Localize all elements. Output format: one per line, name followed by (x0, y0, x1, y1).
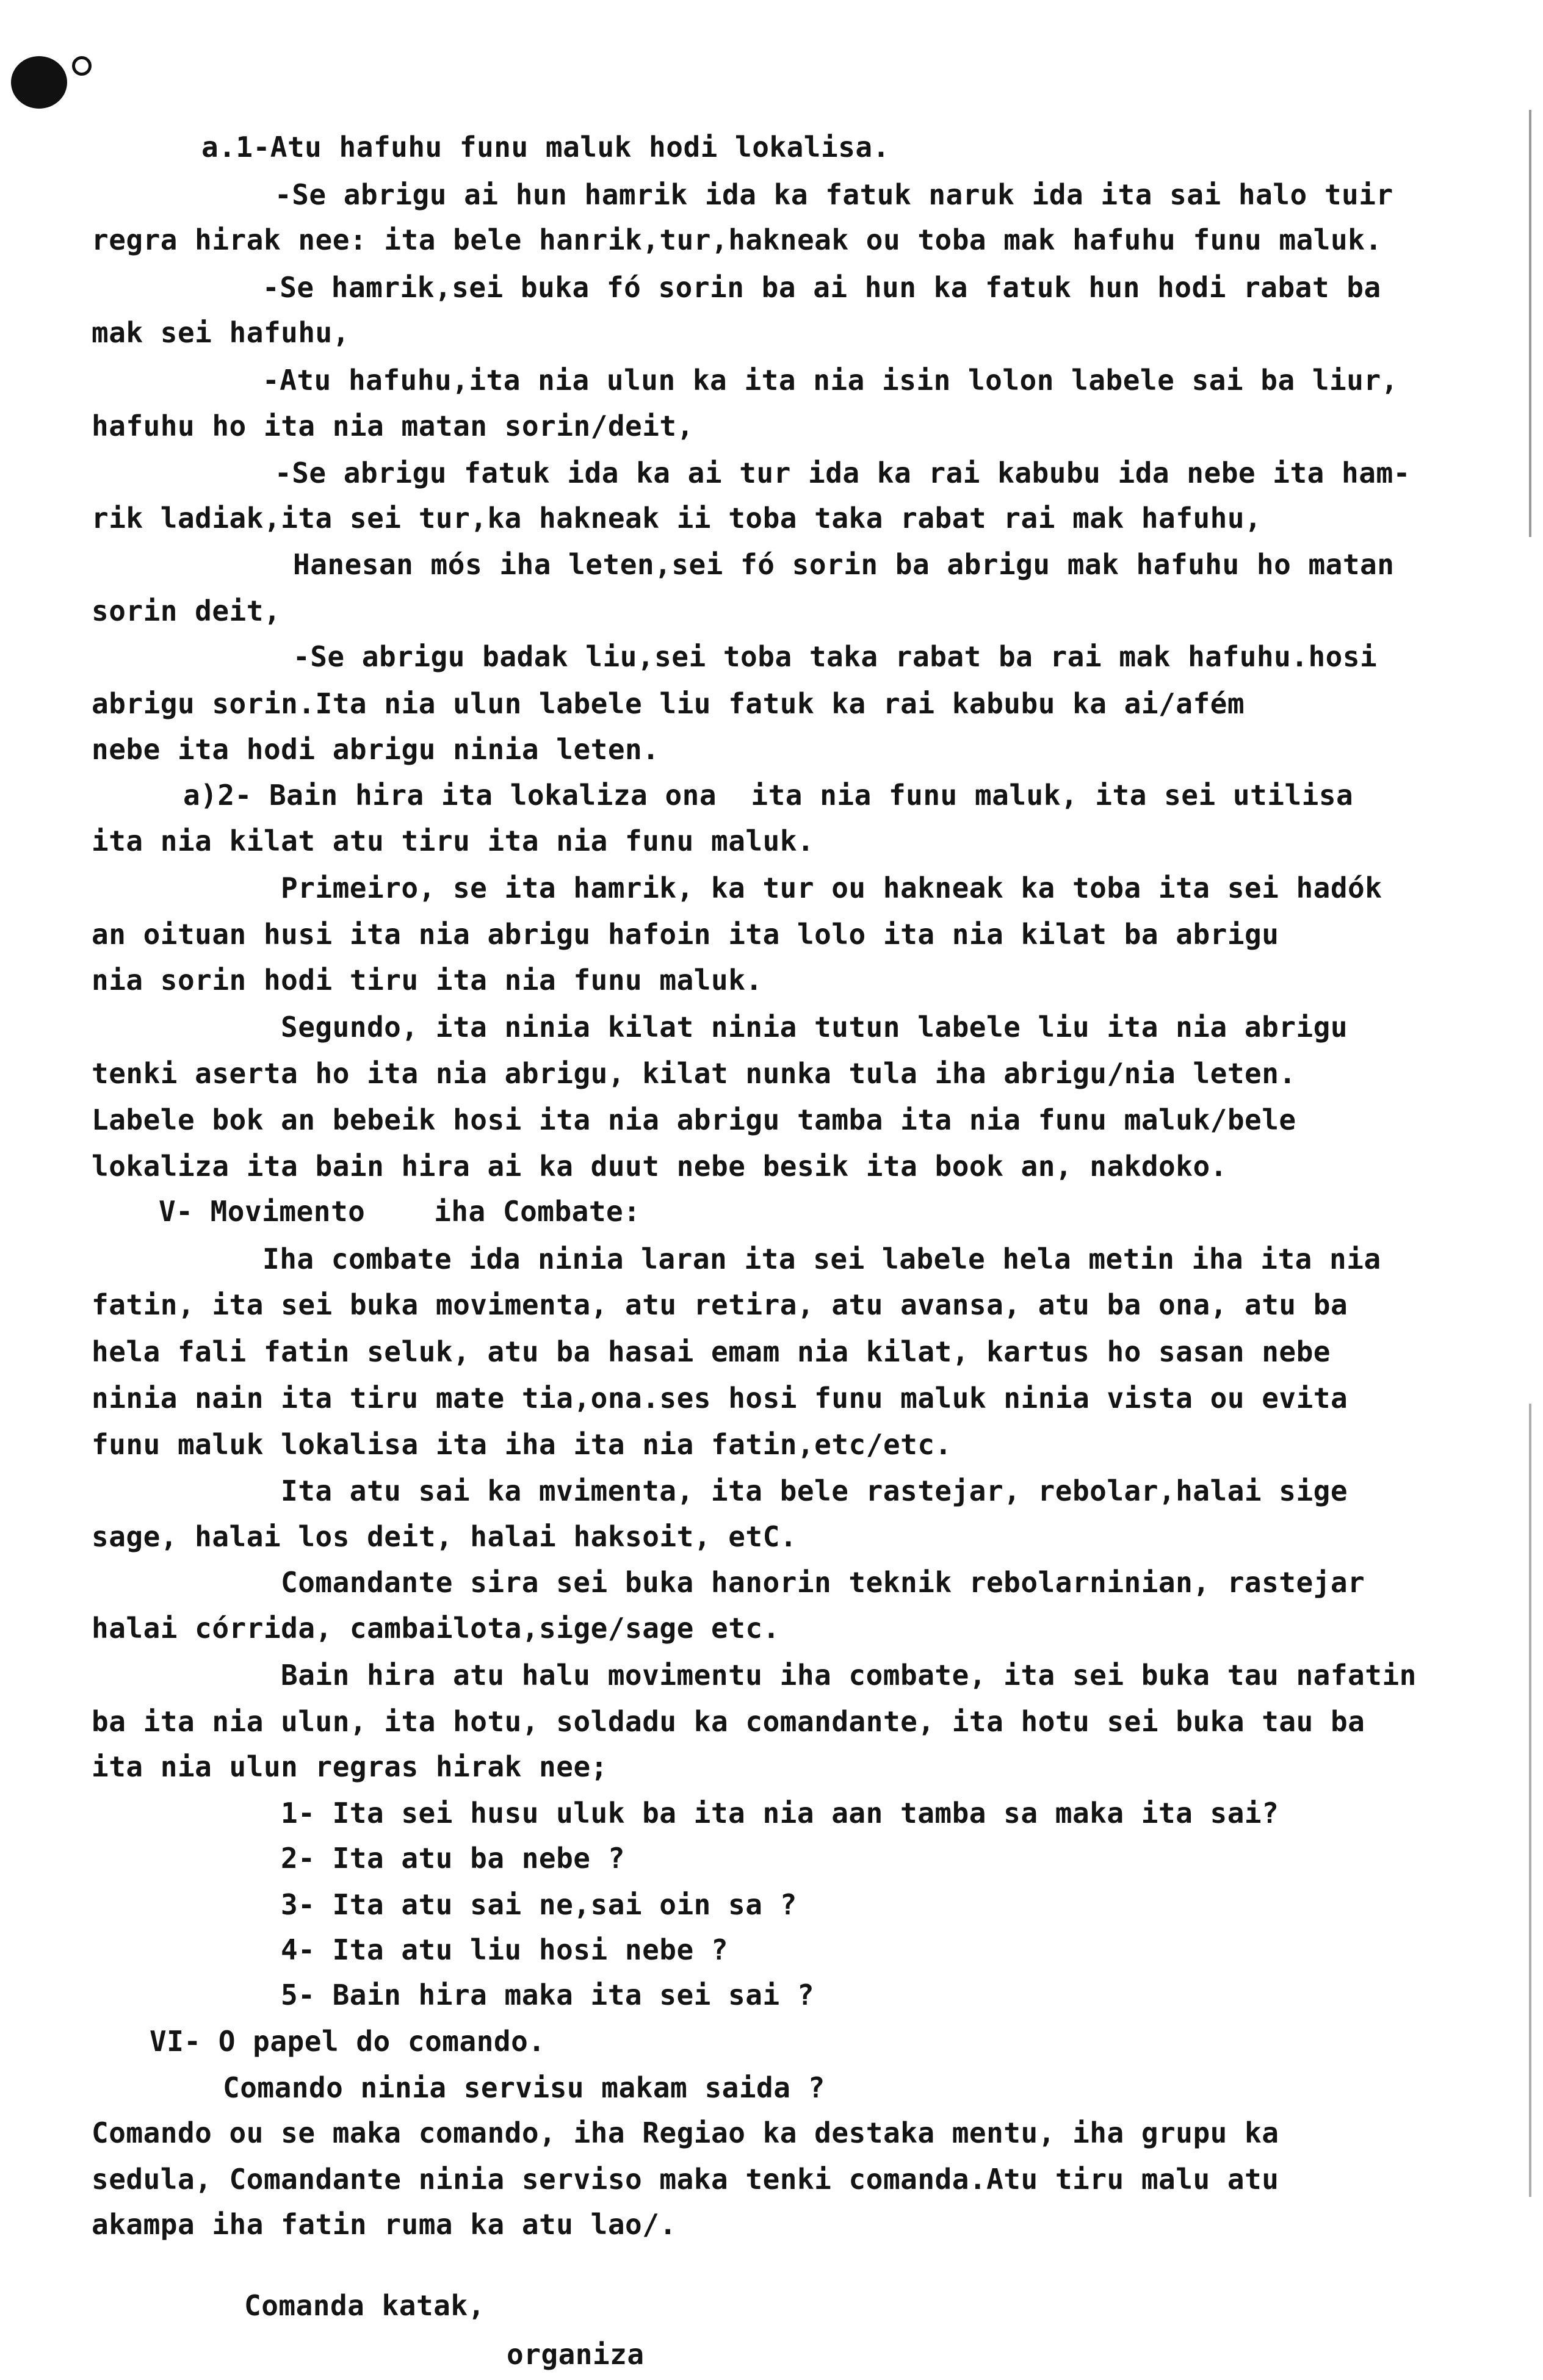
text-line: sage, halai los deit, halai haksoit, etC. (92, 1520, 797, 1553)
page-edge-mark (1529, 110, 1531, 537)
text-line: tenki aserta ho ita nia abrigu, kilat nunka tula iha abrigu/nia leten. (92, 1057, 1296, 1090)
text-line: abrigu sorin.Ita nia ulun labele liu fatuk ka rai kabubu ka ai/afém (92, 687, 1245, 720)
text-line: nebe ita hodi abrigu ninia leten. (92, 733, 660, 766)
text-line: -Atu hafuhu,ita nia ulun ka ita nia isin lolon labele sai ba liur, (262, 364, 1398, 397)
text-line: Primeiro, se ita hamrik, ka tur ou hakneak ka toba ita sei hadók (281, 871, 1382, 904)
text-line: nia sorin hodi tiru ita nia funu maluk. (92, 964, 763, 997)
text-line: fatin, ita sei buka movimenta, atu retira, atu avansa, atu ba ona, atu ba (92, 1288, 1348, 1321)
text-line: Bain hira atu halu movimentu iha combate, ita sei buka tau nafatin (281, 1659, 1417, 1692)
text-line: ita nia kilat atu tiru ita nia funu maluk. (92, 824, 815, 857)
list-item: 3- Ita atu sai ne,sai oin sa ? (281, 1888, 797, 1921)
text-line: mak sei hafuhu, (92, 316, 350, 349)
text-line: a.1-Atu hafuhu funu maluk hodi lokalisa. (201, 131, 890, 164)
text-line: ba ita nia ulun, ita hotu, soldadu ka comandante, ita hotu sei buka tau ba (92, 1705, 1365, 1738)
list-item: 2- Ita atu ba nebe ? (281, 1842, 625, 1875)
text-line: Comando ninia servisu makam saida ? (223, 2071, 825, 2104)
text-line: organiza (507, 2338, 645, 2371)
text-line: -Se hamrik,sei buka fó sorin ba ai hun ka fatuk hun hodi rabat ba (262, 271, 1381, 304)
text-line: ninia nain ita tiru mate tia,ona.ses hosi funu maluk ninia vista ou evita (92, 1382, 1348, 1415)
section-heading: VI- O papel do comando. (150, 2025, 546, 2058)
text-line: sedula, Comandante ninia serviso maka tenki comanda.Atu tiru malu atu (92, 2163, 1279, 2196)
text-line: Iha combate ida ninia laran ita sei labele hela metin iha ita nia (262, 1242, 1381, 1275)
text-line: Comandante sira sei buka hanorin teknik rebolarninian, rastejar (281, 1566, 1365, 1599)
text-line: Comando ou se maka comando, iha Regiao ka destaka mentu, iha grupu ka (92, 2116, 1279, 2149)
section-heading: V- Movimento iha Combate: (159, 1195, 641, 1228)
text-line: -Se abrigu ai hun hamrik ida ka fatuk naruk ida ita sai halo tuir (275, 178, 1393, 211)
text-line: lokaliza ita bain hira ai ka duut nebe besik ita book an, nakdoko. (92, 1150, 1227, 1183)
list-item: 5- Bain hira maka ita sei sai ? (281, 1978, 815, 2011)
list-item: 1- Ita sei husu uluk ba ita nia aan tamba sa maka ita sai? (281, 1797, 1279, 1830)
ink-blot (11, 56, 67, 109)
text-line: -Se abrigu badak liu,sei toba taka rabat ba rai mak hafuhu.hosi (293, 640, 1378, 673)
page-edge-mark (1529, 1404, 1531, 2197)
text-line: akampa iha fatin ruma ka atu lao/. (92, 2208, 677, 2241)
text-line: Hanesan mós iha leten,sei fó sorin ba abrigu mak hafuhu ho matan (293, 548, 1395, 581)
text-line: rik ladiak,ita sei tur,ka hakneak ii toba taka rabat rai mak hafuhu, (92, 502, 1262, 535)
ink-blot-ring (72, 56, 92, 76)
text-line: Comanda katak, (244, 2289, 485, 2322)
text-line: an oituan husi ita nia abrigu hafoin ita lolo ita nia kilat ba abrigu (92, 918, 1279, 951)
text-line: Segundo, ita ninia kilat ninia tutun labele liu ita nia abrigu (281, 1011, 1348, 1044)
text-line: hela fali fatin seluk, atu ba hasai emam nia kilat, kartus ho sasan nebe (92, 1335, 1331, 1368)
text-line: regra hirak nee: ita bele hanrik,tur,hakneak ou toba mak hafuhu funu maluk. (92, 223, 1382, 256)
text-line: hafuhu ho ita nia matan sorin/deit, (92, 409, 694, 442)
text-line: sorin deit, (92, 594, 281, 627)
list-item: 4- Ita atu liu hosi nebe ? (281, 1933, 729, 1966)
text-line: Ita atu sai ka mvimenta, ita bele rastejar, rebolar,halai sige (281, 1474, 1348, 1507)
text-line: ita nia ulun regras hirak nee; (92, 1750, 608, 1783)
text-line: a)2- Bain hira ita lokaliza ona ita nia funu maluk, ita sei utilisa (183, 779, 1354, 812)
text-line: -Se abrigu fatuk ida ka ai tur ida ka rai kabubu ida nebe ita ham- (275, 456, 1411, 489)
text-line: Labele bok an bebeik hosi ita nia abrigu tamba ita nia funu maluk/bele (92, 1103, 1296, 1136)
text-line: funu maluk lokalisa ita iha ita nia fatin,etc/etc. (92, 1428, 952, 1461)
text-line: halai córrida, cambailota,sige/sage etc. (92, 1612, 780, 1645)
